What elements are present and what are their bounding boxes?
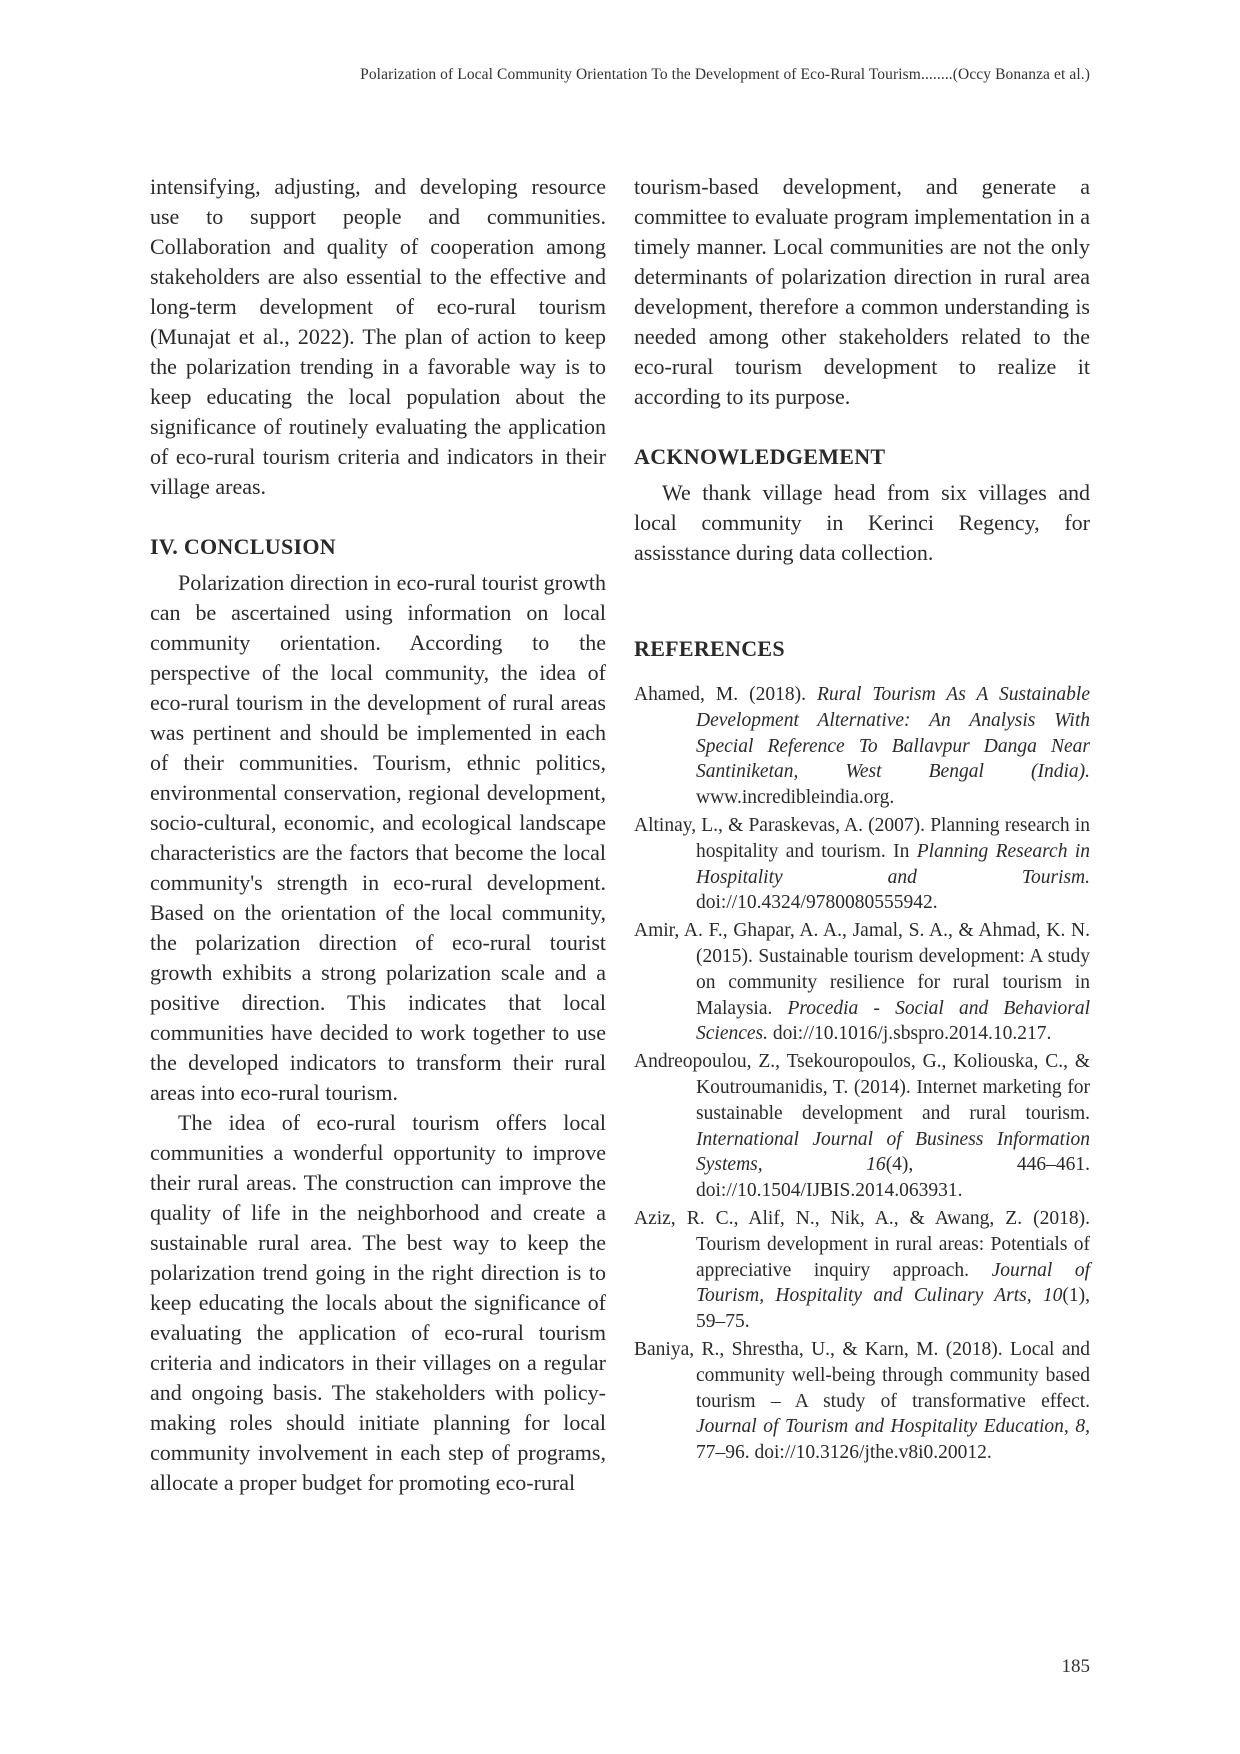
reference-details: (4), 446–461. doi://10.1504/IJBIS.2014.063931. [696,1154,1090,1202]
reference-item [634,682,1090,811]
body-paragraph: Polarization direction in eco-rural tourist growth can be ascertained using information on local community orientation. According to the perspective of the local community, the idea of eco-rural tourism in the development of rural areas was pertinent and should be implemented in each of their communities. Tourism, ethnic politics, environmental conservation, regional development, socio-cultural, economic, and ecological landscape characteristics are the factors that become the local community's strength in eco-rural development. Based on the orientation of the local community, the polarization direction of eco-rural tourist growth exhibits a strong polarization scale and a positive direction. This indicates that local communities have decided to work together to use the developed indicators to transform their rural areas into eco-rural tourism. [150,570,606,1105]
reference-details: (1), 59–75. [696,1285,1090,1333]
reference-authors: Ahamed, M. (2018). [634,684,817,705]
reference-details: doi://10.4324/9780080555942. [696,892,938,914]
reference-source: Rural Tourism As A Sustainable Development Alternative: An Analysis With Special Reference To Ballavpur Danga Near Santiniketan, West Bengal (India). [696,684,1090,783]
right-column [634,172,1090,1468]
acknowledgement-text: We thank village head from six villages and local community in Kerinci Regency, for assisstance during data collection. [634,480,1090,565]
body-paragraph: The idea of eco-rural tourism offers local communities a wonderful opportunity to improve their rural areas. The construction can improve the quality of life in the neighborhood and create a sustainable rural area. The best way to keep the polarization trend going in the right direction is to keep educating the locals about the significance of evaluating the application of eco-rural tourism criteria and indicators in their villages on a regular and ongoing basis. The stakeholders with policy-making roles should initiate planning for local community involvement in each step of programs, allocate a proper budget for promoting eco-rural [150,1110,606,1495]
reference-details: 77–96. doi://10.3126/jthe.v8i0.20012. [696,1442,992,1464]
reference-source: Journal of Tourism and Hospitality Education, 8, [696,1416,1090,1438]
reference-authors: Andreopoulou, Z., Tsekouropoulos, G., Koliouska, C., & Koutroumanidis, T. (2014). Internet marketing for sustainable development and rural tourism. [634,1051,1090,1124]
reference-item [634,1049,1090,1204]
section-heading-references: REFERENCES [634,636,785,661]
reference-authors: Baniya, R., Shrestha, U., & Karn, M. (2018). Local and community well-being through community based tourism – A study of transformative effect. [634,1338,1090,1412]
page-number: 185 [1061,1656,1090,1677]
reference-item [634,1337,1090,1466]
reference-authors: Altinay, L., & Paraskevas, A. (2007). Planning research in hospitality and tourism. In [634,814,1090,862]
reference-item [634,813,1090,916]
reference-authors: Amir, A. F., Ghapar, A. A., Jamal, S. A., & Ahmad, K. N. (2015). Sustainable tourism development: A study on community resilience for rural tourism in Malaysia. [634,920,1090,1019]
reference-source: Planning Research in Hospitality and Tourism. [696,840,1090,888]
body-paragraph: intensifying, adjusting, and developing resource use to support people and communities. Collaboration and quality of cooperation among stakeholders are also essential to the effective and long-term development of eco-rural tourism (Munajat et al., 2022). The plan of action to keep the polarization trending in a favorable way is to keep educating the local population about the significance of routinely evaluating the application of eco-rural tourism criteria and indicators in their village areas. [150,174,606,499]
running-head: Polarization of Local Community Orientation To the Development of Eco-Rural Tourism........(Occy Bonanza et al.) [360,66,1090,83]
reference-details: www.incredibleindia.org. [696,787,895,809]
reference-item [634,918,1090,1047]
reference-item [634,1206,1090,1335]
left-column [150,172,606,1498]
section-heading-conclusion: IV. CONCLUSION [150,534,336,559]
section-heading-acknowledgement: ACKNOWLEDGEMENT [634,444,886,469]
reference-list [634,682,1090,1466]
reference-authors: Aziz, R. C., Alif, N., Nik, A., & Awang, Z. (2018). Tourism development in rural areas: Potentials of appreciative inquiry approach. [634,1207,1090,1281]
reference-source: Journal of Tourism, Hospitality and Culinary Arts, 10 [696,1259,1090,1307]
body-paragraph: tourism-based development, and generate a committee to evaluate program implementation in a timely manner. Local communities are not the only determinants of polarization direction in rural area development, therefore a common understanding is needed among other stakeholders related to the eco-rural tourism development to realize it according to its purpose. [634,174,1090,409]
reference-source: International Journal of Business Information Systems, 16 [696,1128,1090,1176]
reference-details: doi://10.1016/j.sbspro.2014.10.217. [768,1023,1052,1045]
reference-source: Procedia - Social and Behavioral Sciences. [696,997,1090,1045]
